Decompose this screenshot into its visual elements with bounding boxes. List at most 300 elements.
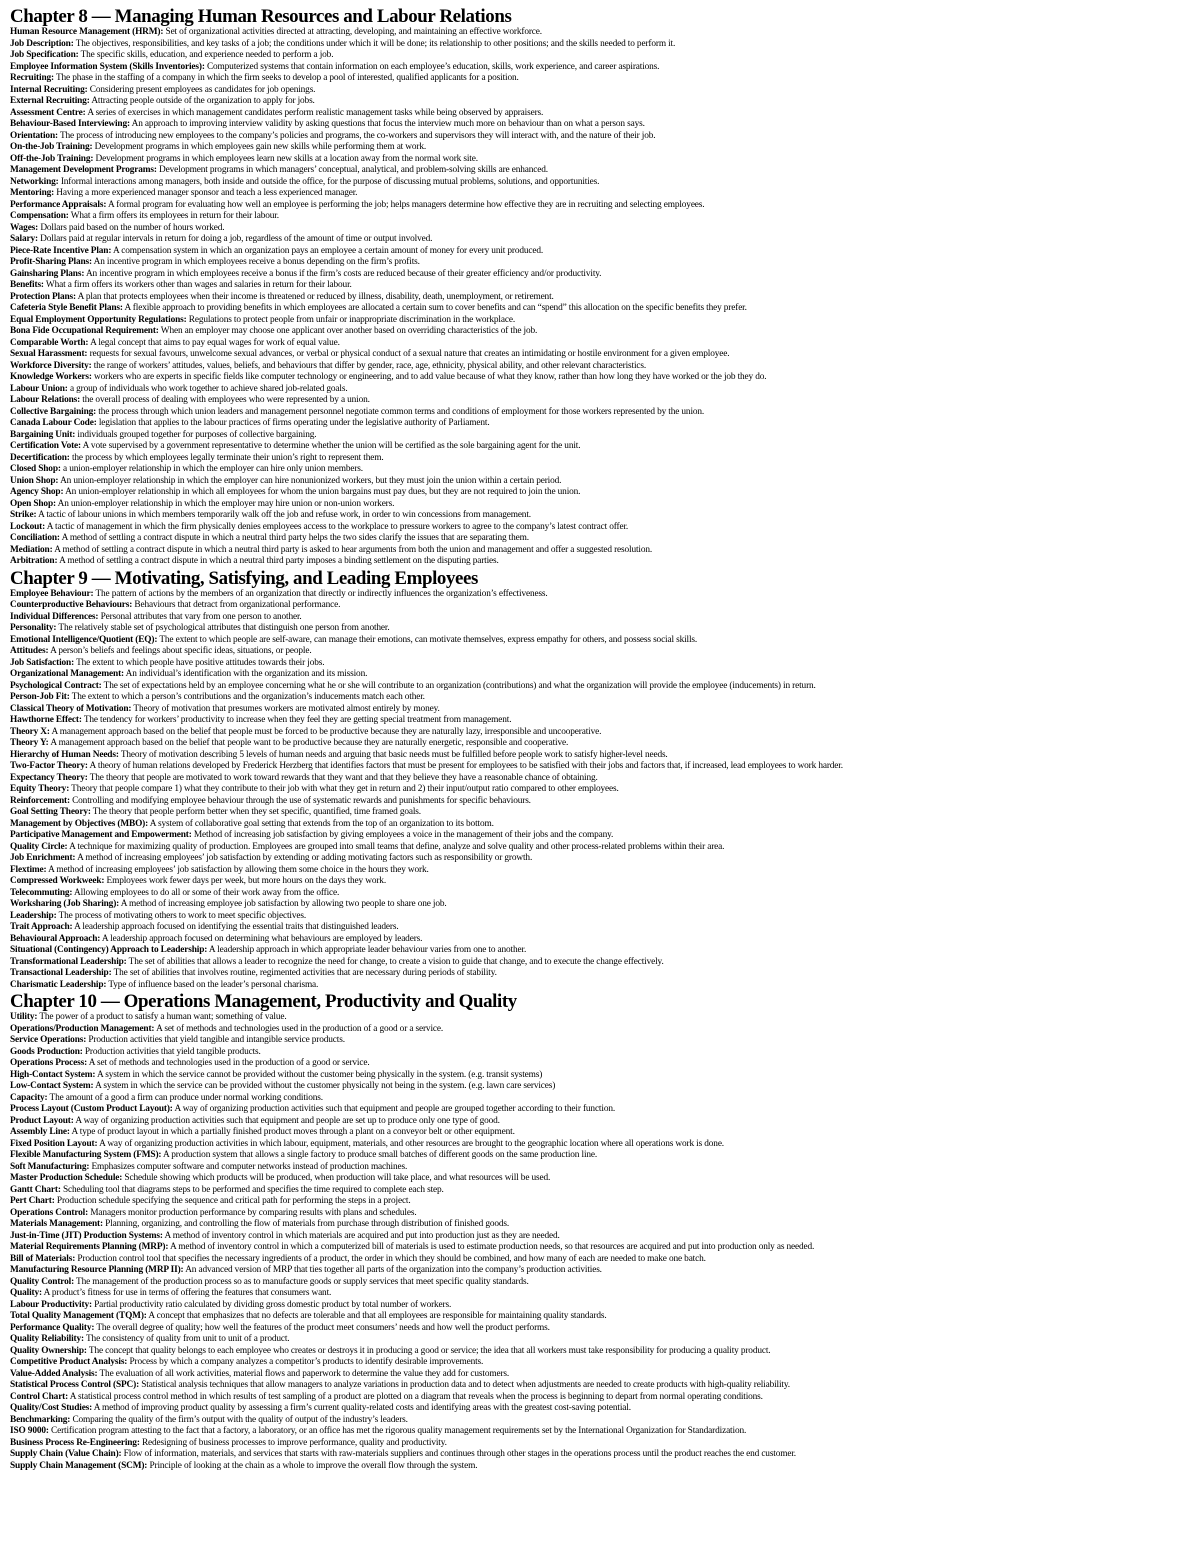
glossary-entry [10, 646, 1192, 658]
glossary-definition: A plan that protects employees when their income is threatened or reduced by illness, disability, death, unemployment, or retirement. [77, 291, 554, 302]
glossary-entry [10, 1024, 1192, 1036]
glossary-entry [10, 234, 1192, 246]
glossary-definition: The theory that people perform better when they set specific, quantified, time framed goals. [92, 807, 421, 817]
glossary-term: Job Satisfaction: [10, 657, 75, 668]
glossary-entry [10, 623, 1192, 635]
glossary-entry [10, 372, 1192, 384]
glossary-definition: A set of methods and technologies used in the production of a good or a service. [156, 1023, 444, 1034]
glossary-definition: An union-employer relationship in which the employer may hire union or non-union workers. [57, 498, 395, 509]
glossary-term: Value-Added Analysis: [10, 1368, 98, 1379]
glossary-definition: A system of collaborative goal setting that extends from the top of an organization to its bottom. [149, 818, 494, 829]
glossary-term: Theory X: [10, 726, 50, 737]
glossary-term: Behaviour-Based Interviewing: [10, 119, 130, 129]
glossary-entry [10, 980, 1192, 992]
glossary-term: Salary: [10, 234, 38, 244]
glossary-term: Two-Factor Theory: [10, 761, 88, 771]
glossary-entry [10, 1047, 1192, 1059]
glossary-definition: a union-employer relationship in which the employer can hire only union members. [63, 464, 363, 474]
glossary-term: Individual Differences: [10, 611, 99, 622]
glossary-term: Bill of Materials: [10, 1253, 76, 1264]
glossary-entry [10, 361, 1192, 373]
glossary-definition: The tendency for workers’ productivity to increase when they feel they are getting special treatment from management. [83, 715, 512, 725]
glossary-definition: An approach to improving interview validity by asking questions that focus the interview much more on behaviour than on what a person says. [131, 119, 645, 129]
glossary-definition: Principle of looking at the chain as a whole to improve the overall flow through the system. [149, 1460, 478, 1471]
glossary-term: Counterproductive Behaviours: [10, 600, 133, 610]
glossary-entry [10, 62, 1192, 74]
glossary-definition: Dollars paid based on the number of hours worked. [40, 222, 225, 233]
glossary-definition: A vote supervised by a government representative to determine whether the union will be certified as the sole bargaining agent for the unit. [82, 441, 581, 451]
glossary-entry [10, 1300, 1192, 1312]
glossary-entry [10, 830, 1192, 842]
glossary-term: Employee Information System (Skills Inventories): [10, 61, 205, 72]
glossary-definition: the overall process of dealing with employees who were represented by a union. [82, 395, 370, 405]
glossary-term: Operations Process: [10, 1058, 88, 1068]
glossary-entry [10, 395, 1192, 407]
glossary-entry [10, 96, 1192, 108]
glossary-term: Benefits: [10, 280, 44, 290]
glossary-term: Pert Chart: [10, 1196, 55, 1206]
glossary-definition: A system in which the service cannot be provided without the customer being physically in the system. (e.g. transit systems) [97, 1069, 543, 1080]
glossary-definition: A method of settling a contract dispute in which a neutral third party helps the two sides clarify the issues that are separating them. [61, 533, 529, 543]
glossary-definition: requests for sexual favours, unwelcome sexual advances, or verbal or physical conduct of a sexual nature that creates an intimidating or hostile environment for a given employee. [89, 349, 730, 359]
glossary-term: Labour Productivity: [10, 1299, 92, 1310]
glossary-definition: The relatively stable set of psychological attributes that distinguish one person from another. [58, 623, 390, 633]
glossary-entry [10, 1058, 1192, 1070]
glossary-term: Decertification: [10, 452, 70, 463]
glossary-term: Sexual Harassment: [10, 349, 88, 359]
glossary-entry [10, 487, 1192, 499]
glossary-entry [10, 922, 1192, 934]
glossary-definition: The process of motivating others to work to meet specific objectives. [58, 910, 307, 921]
glossary-term: Telecommuting: [10, 887, 73, 898]
glossary-definition: Considering present employees as candidates for job openings. [89, 84, 316, 95]
glossary-entry [10, 349, 1192, 361]
glossary-entry [10, 957, 1192, 969]
glossary-definition: Computerized systems that contain information on each employee’s education, skills, work experience, and career aspirations. [206, 61, 660, 72]
glossary-term: Canada Labour Code: [10, 418, 97, 428]
chapter-section [10, 568, 1198, 992]
glossary-term: Off-the-Job Training: [10, 153, 94, 164]
glossary-definition: The set of abilities that allows a leader to recognize the need for change, to create a vision to guide that change, and to execute the change effectively. [128, 956, 664, 967]
glossary-term: Classical Theory of Motivation: [10, 703, 132, 714]
glossary-term: Mentoring: [10, 188, 55, 198]
glossary-entry [10, 73, 1192, 85]
glossary-entry [10, 1070, 1192, 1082]
glossary-definition: Emphasizes computer software and computer networks instead of production machines. [91, 1161, 408, 1172]
glossary-definition: A statistical process control method in which results of test sampling of a product are plotted on a diagram that reveals when the process is beginning to depart from normal operating conditions. [69, 1391, 763, 1402]
glossary-entry [10, 165, 1192, 177]
glossary-definition: Scheduling tool that diagrams steps to be performed and specifies the time required to complete each step. [62, 1184, 444, 1195]
glossary-entry [10, 556, 1192, 568]
glossary-definition: Managers monitor production performance by comparing results with plans and schedules. [90, 1207, 417, 1218]
glossary-term: Fixed Position Layout: [10, 1138, 98, 1149]
glossary-term: Union Shop: [10, 475, 59, 486]
glossary-entry [10, 692, 1192, 704]
glossary-definition: Method of increasing job satisfaction by giving employees a voice in the management of their jobs and the company. [193, 830, 614, 840]
glossary-term: Materials Management: [10, 1219, 103, 1229]
glossary-term: High-Contact System: [10, 1069, 96, 1080]
glossary-term: Job Description: [10, 38, 74, 49]
glossary-term: Charismatic Leadership: [10, 979, 107, 990]
glossary-term: Hierarchy of Human Needs: [10, 749, 119, 760]
glossary-term: Quality Ownership: [10, 1345, 87, 1356]
glossary-entry [10, 1185, 1192, 1197]
glossary-entry [10, 499, 1192, 511]
glossary-entry [10, 522, 1192, 534]
glossary-definition: An union-employer relationship in which the employer can hire nonunionized workers, but they must join the union within a certain period. [60, 475, 562, 486]
glossary-definition: the process by which employees legally terminate their union’s right to represent them. [71, 452, 384, 463]
glossary-entry [10, 510, 1192, 522]
glossary-definition: A tactic of management in which the firm physically denies employees access to the workplace to pressure workers to agree to the company’s latest contract offer. [46, 521, 629, 532]
glossary-definition: The management of the production process so as to manufacture goods or supply services that meet specific quality standards. [76, 1276, 529, 1287]
glossary-entry [10, 819, 1192, 831]
glossary-term: Operations/Production Management: [10, 1023, 155, 1034]
glossary-entry [10, 876, 1192, 888]
glossary-entry [10, 1415, 1192, 1427]
glossary-definition: A way of organizing production activities in which labour, equipment, materials, and other resources are brought to the geographic location where all operations work is done. [99, 1138, 724, 1149]
glossary-definition: individuals grouped together for purposes of collective bargaining. [77, 429, 317, 440]
glossary-definition: The extent to which people have positive attitudes towards their jobs. [76, 657, 325, 668]
glossary-entry [10, 315, 1192, 327]
glossary-definition: A flexible approach to providing benefits in which employees are allocated a certain sum to cover benefits and can “spend” this allocation on the specific benefits they prefer. [124, 303, 747, 313]
glossary-definition: A management approach based on the belief that people must be forced to be productive because they are naturally lazy, irresponsible and uncooperative. [51, 726, 602, 737]
chapter-title: Chapter 9 — Motivating, Satisfying, and Leading Employees [10, 567, 478, 589]
glossary-entry [10, 704, 1192, 716]
glossary-definition: A method of inventory control in which materials are acquired and put into production just as they are needed. [164, 1230, 560, 1241]
glossary-entry [10, 326, 1192, 338]
glossary-term: Flextime: [10, 864, 47, 875]
glossary-definition: A method of settling a contract dispute in which a neutral third party imposes a binding settlement on the disputing parties. [59, 556, 499, 566]
glossary-term: Certification Vote: [10, 441, 81, 451]
glossary-term: Orientation: [10, 130, 58, 141]
glossary-entry [10, 154, 1192, 166]
glossary-definition: A leadership approach in which appropriate leader behaviour varies from one to another. [208, 945, 527, 955]
glossary-entry [10, 384, 1192, 396]
glossary-definition: A tactic of labour unions in which members temporarily walk off the job and refuse work, in order to win concessions from management. [38, 510, 531, 520]
glossary-entry [10, 1081, 1192, 1093]
glossary-entry [10, 600, 1192, 612]
glossary-definition: Personal attributes that vary from one person to another. [100, 611, 302, 622]
glossary-entry [10, 188, 1192, 200]
glossary-term: Gantt Chart: [10, 1184, 61, 1195]
glossary-definition: Regulations to protect people from unfair or inappropriate discrimination in the workplace. [188, 314, 516, 325]
glossary-entry [10, 1254, 1192, 1266]
glossary-term: Person-Job Fit: [10, 692, 70, 702]
glossary-term: Goal Setting Theory: [10, 807, 91, 817]
glossary-term: Bargaining Unit: [10, 429, 76, 440]
glossary-term: Transactional Leadership: [10, 968, 112, 978]
glossary-term: Recruiting: [10, 73, 54, 83]
glossary-entry [10, 761, 1192, 773]
glossary-definition: The evaluation of all work activities, material flows and paperwork to determine the value they add for customers. [99, 1368, 510, 1379]
glossary-term: Goods Production: [10, 1046, 83, 1057]
glossary-term: Emotional Intelligence/Quotient (EQ): [10, 634, 158, 645]
glossary-entry [10, 773, 1192, 785]
glossary-definition: An incentive program in which employees receive a bonus depending on the firm’s profits. [93, 257, 420, 267]
glossary-entry [10, 27, 1192, 39]
glossary-term: Labour Union: [10, 383, 68, 394]
glossary-term: ISO 9000: [10, 1426, 49, 1436]
glossary-term: Manufacturing Resource Planning (MRP II): [10, 1265, 184, 1275]
glossary-entry [10, 39, 1192, 51]
glossary-entry [10, 177, 1192, 189]
glossary-entry [10, 865, 1192, 877]
glossary-definition: The set of abilities that involves routine, regimented activities that are necessary during periods of stability. [113, 968, 497, 978]
glossary-entry [10, 899, 1192, 911]
glossary-definition: A production system that allows a single factory to produce small batches of different goods on the same production line. [163, 1150, 598, 1160]
glossary-definition: A leadership approach focused on identifying the essential traits that distinguished leaders. [74, 922, 399, 932]
glossary-definition: Production activities that yield tangible and intangible service products. [88, 1035, 345, 1045]
glossary-definition: Having a more experienced manager sponsor and teach a less experienced manager. [56, 188, 358, 198]
glossary-term: Benchmarking: [10, 1414, 71, 1425]
glossary-definition: a group of individuals who work together to achieve shared job-related goals. [69, 383, 348, 394]
glossary-term: Job Specification: [10, 50, 79, 60]
glossary-term: Assembly Line: [10, 1127, 70, 1137]
glossary-entry [10, 545, 1192, 557]
glossary-definition: A way of organizing production activities such that equipment and people are grouped together according to their function. [174, 1104, 616, 1114]
glossary-entry [10, 211, 1192, 223]
glossary-definition: Informal interactions among managers, both inside and outside the office, for the purpose of discussing mutual problems, solutions, and opportunities. [60, 176, 600, 187]
glossary-entry [10, 1127, 1192, 1139]
glossary-entry [10, 533, 1192, 545]
glossary-definition: The power of a product to satisfy a human want; something of value. [39, 1012, 287, 1022]
glossary-term: Strike: [10, 510, 37, 520]
glossary-entry [10, 1449, 1192, 1461]
glossary-definition: A method of increasing employees’ job satisfaction by allowing them some choice in the hours they work. [48, 864, 429, 875]
glossary-entry [10, 1288, 1192, 1300]
glossary-definition: Production activities that yield tangible products. [84, 1046, 261, 1057]
glossary-term: Conciliation: [10, 533, 60, 543]
glossary-term: External Recruiting: [10, 96, 90, 106]
glossary-term: Protection Plans: [10, 291, 76, 302]
glossary-term: Competitive Product Analysis: [10, 1357, 128, 1367]
glossary-entry [10, 727, 1192, 739]
glossary-entry [10, 50, 1192, 62]
glossary-entry [10, 464, 1192, 476]
glossary-definition: Development programs in which employees gain new skills while performing them at work. [94, 142, 427, 152]
glossary-term: Theory Y: [10, 738, 49, 748]
glossary-definition: the process through which union leaders and management personnel negotiate common terms and conditions of employment for those workers represented by the union. [98, 406, 705, 417]
glossary-term: Mediation: [10, 544, 53, 555]
glossary-term: Workforce Diversity: [10, 360, 92, 371]
glossary-term: Performance Appraisals: [10, 199, 107, 210]
glossary-definition: Type of influence based on the leader’s personal charisma. [108, 979, 319, 990]
glossary-term: Collective Bargaining: [10, 406, 97, 417]
glossary-entry [10, 292, 1192, 304]
glossary-definition: An union-employer relationship in which all employees for whom the union bargains must pay dues, but they are not required to join the union. [65, 487, 581, 497]
glossary-definition: A method of settling a contract dispute in which a neutral third party is asked to hear arguments from both the union and management and offer a suggested resolution. [54, 544, 653, 555]
glossary-term: Hawthorne Effect: [10, 715, 82, 725]
glossary-definition: Development programs in which employees learn new skills at a location away from the normal work site. [95, 153, 478, 164]
glossary-term: On-the-Job Training: [10, 142, 93, 152]
glossary-entry [10, 1380, 1192, 1392]
glossary-definition: What a firm offers its workers other than wages and salaries in return for their labour. [45, 280, 352, 290]
glossary-entry [10, 1392, 1192, 1404]
glossary-definition: The specific skills, education, and experience needed to perform a job. [80, 50, 334, 60]
glossary-entry [10, 1277, 1192, 1289]
glossary-term: Internal Recruiting: [10, 84, 88, 95]
glossary-term: Employee Behaviour: [10, 588, 94, 599]
glossary-term: Leadership: [10, 910, 57, 921]
glossary-term: Attitudes: [10, 646, 49, 656]
glossary-term: Gainsharing Plans: [10, 268, 85, 279]
glossary-entry [10, 200, 1192, 212]
glossary-term: Capacity: [10, 1092, 48, 1103]
glossary-term: Labour Relations: [10, 395, 81, 405]
glossary-term: Material Requirements Planning (MRP): [10, 1242, 169, 1252]
glossary-term: Process Layout (Custom Product Layout): [10, 1104, 173, 1114]
glossary-entry [10, 1093, 1192, 1105]
glossary-term: Compressed Workweek: [10, 876, 105, 886]
glossary-definition: The extent to which people are self-aware, can manage their emotions, can motivate themselves, express empathy for others, and possess social skills. [159, 634, 698, 645]
chapter-title: Chapter 10 — Operations Management, Productivity and Quality [10, 991, 517, 1012]
glossary-entry [10, 108, 1192, 120]
glossary-definition: When an employer may choose one applicant over another based on overriding characteristics of the job. [160, 326, 538, 336]
glossary-definition: A method of increasing employees’ job satisfaction by extending or adding motivating factors such as responsibility or growth. [77, 853, 533, 863]
glossary-term: Equal Employment Opportunity Regulations: [10, 314, 187, 325]
glossary-definition: Allowing employees to do all or some of their work away from the office. [74, 887, 340, 898]
glossary-definition: Production control tool that specifies the necessary ingredients of a product, the order in which they should be combined, and how many of each are needed to make one batch. [77, 1253, 706, 1264]
glossary-term: Quality Control: [10, 1276, 75, 1287]
glossary-definition: Planning, organizing, and controlling the flow of materials from purchase through distribution of finished goods. [105, 1219, 510, 1229]
glossary-document [10, 6, 1198, 1472]
glossary-definition: Behaviours that detract from organizational performance. [134, 600, 341, 610]
glossary-entry [10, 1231, 1192, 1243]
glossary-definition: Theory that people compare 1) what they contribute to their job with what they get in return and 2) their input/output ratio compared to other employees. [71, 784, 619, 794]
glossary-entry [10, 131, 1192, 143]
glossary-entry [10, 589, 1192, 601]
glossary-definition: The overall degree of quality; how well the features of the product meet consumers’ needs and how well the product performs. [96, 1322, 550, 1333]
chapter-title: Chapter 8 — Managing Human Resources and Labour Relations [10, 6, 512, 27]
glossary-entry [10, 119, 1192, 131]
glossary-term: Quality: [10, 1288, 42, 1298]
glossary-entry [10, 1116, 1192, 1128]
glossary-term: Quality/Cost Studies: [10, 1403, 93, 1413]
glossary-definition: The objectives, responsibilities, and key tasks of a job; the conditions under which it will be done; its relationship to other positions; and the skills needed to perform it. [75, 38, 676, 49]
glossary-entry [10, 1242, 1192, 1254]
glossary-term: Low-Contact System: [10, 1081, 94, 1091]
glossary-entry [10, 1403, 1192, 1415]
glossary-entry [10, 612, 1192, 624]
glossary-entry [10, 430, 1192, 442]
glossary-definition: A technique for maximizing quality of production. Employees are grouped into small teams that define, analyze and solve quality and other process-related problems within their area. [69, 841, 725, 852]
glossary-definition: Production schedule specifying the sequence and critical path for performing the steps in a project. [56, 1196, 411, 1206]
glossary-definition: Theory of motivation that presumes workers are motivated almost entirely by money. [133, 703, 440, 714]
glossary-definition: Comparing the quality of the firm’s output with the quality of output of the industry’s leaders. [72, 1414, 408, 1425]
glossary-definition: A set of methods and technologies used in the production of a good or service. [88, 1058, 370, 1068]
glossary-term: Closed Shop: [10, 464, 61, 474]
glossary-term: Profit-Sharing Plans: [10, 257, 92, 267]
glossary-entry [10, 1346, 1192, 1358]
glossary-entry [10, 142, 1192, 154]
glossary-definition: A way of organizing production activities such that equipment and people are set up to produce only one type of good. [75, 1115, 500, 1126]
glossary-definition: workers who are experts in specific fields like computer technology or engineering, and to add value because of what they know, rather than how long they have worked or the job they do. [94, 372, 767, 382]
glossary-term: Situational (Contingency) Approach to Leadership: [10, 945, 208, 955]
glossary-term: Participative Management and Empowerment: [10, 830, 192, 840]
glossary-definition: Process by which a company analyzes a competitor’s products to identify desirable improvements. [129, 1357, 484, 1367]
glossary-definition: A type of product layout in which a partially finished product moves through a plant on a conveyor belt or other equipment. [71, 1127, 515, 1137]
glossary-definition: The pattern of actions by the members of an organization that directly or indirectly influences the organization’s effectiveness. [95, 588, 548, 599]
glossary-term: Business Process Re-Engineering: [10, 1437, 140, 1448]
glossary-term: Open Shop: [10, 498, 56, 509]
glossary-definition: The consistency of quality from unit to unit of a product. [86, 1334, 290, 1344]
glossary-entry [10, 784, 1192, 796]
glossary-definition: The amount of a good a firm can produce under normal working conditions. [49, 1092, 323, 1103]
glossary-entry [10, 257, 1192, 269]
glossary-entry [10, 303, 1192, 315]
glossary-definition: Controlling and modifying employee behaviour through the use of systematic rewards and punishments for specific behaviours. [72, 795, 531, 806]
glossary-term: Assessment Centre: [10, 107, 86, 118]
glossary-definition: Theory of motivation describing 5 levels of human needs and arguing that basic needs must be fulfilled before people work to satisfy higher-level needs. [120, 749, 668, 760]
glossary-definition: the range of workers’ attitudes, values, beliefs, and behaviours that differ by gender, race, age, ethnicity, physical ability, and other relevant characteristics. [93, 360, 647, 371]
glossary-term: Bona Fide Occupational Requirement: [10, 326, 159, 336]
glossary-entry [10, 1162, 1192, 1174]
glossary-definition: Attracting people outside of the organization to apply for jobs. [91, 96, 315, 106]
glossary-definition: A leadership approach focused on determining what behaviours are employed by leaders. [101, 933, 423, 944]
glossary-term: Equity Theory: [10, 784, 70, 794]
glossary-definition: An advanced version of MRP that ties together all parts of the organization into the company’s production activities. [185, 1265, 602, 1275]
glossary-entry [10, 1196, 1192, 1208]
glossary-definition: The phase in the staffing of a company in which the firm seeks to develop a pool of interested, qualified applicants for a position. [55, 73, 519, 83]
glossary-definition: The extent to which a person’s contributions and the organization’s inducements match each other. [71, 692, 425, 702]
glossary-term: Arbitration: [10, 556, 58, 566]
glossary-entry [10, 1334, 1192, 1346]
glossary-entry [10, 1208, 1192, 1220]
glossary-term: Wages: [10, 222, 39, 233]
glossary-definition: A system in which the service can be provided without the customer physically not being in the system. (e.g. lawn care services) [95, 1081, 556, 1091]
glossary-definition: The theory that people are motivated to work toward rewards that they want and that they believe they have a reasonable chance of obtaining. [89, 772, 598, 783]
glossary-entry [10, 246, 1192, 258]
glossary-entry [10, 1035, 1192, 1047]
glossary-definition: Employees work fewer days per week, but more hours on the days they work. [106, 876, 387, 886]
glossary-term: Expectancy Theory: [10, 772, 88, 783]
glossary-definition: A method of inventory control in which a computerized bill of materials is used to estimate production needs, so that resources are acquired and put into production only as needed. [169, 1242, 815, 1252]
glossary-definition: The set of expectations held by an employee concerning what he or she will contribute to an organization (contributions) and what the organization will provide the employee (inducements) in return. [103, 680, 816, 691]
glossary-definition: A person’s beliefs and feelings about specific ideas, situations, or people. [50, 646, 312, 656]
glossary-term: Quality Reliability: [10, 1334, 84, 1344]
glossary-term: Product Layout: [10, 1115, 74, 1126]
glossary-term: Quality Circle: [10, 841, 68, 852]
glossary-entry [10, 1012, 1192, 1024]
glossary-entry [10, 796, 1192, 808]
glossary-entry [10, 476, 1192, 488]
glossary-term: Cafeteria Style Benefit Plans: [10, 303, 123, 313]
glossary-entry [10, 1139, 1192, 1151]
glossary-entry [10, 280, 1192, 292]
glossary-definition: A series of exercises in which management candidates perform realistic management tasks while being observed by appraisers. [87, 107, 544, 118]
glossary-term: Total Quality Management (TQM): [10, 1311, 147, 1321]
glossary-term: Job Enrichment: [10, 853, 76, 863]
glossary-term: Transformational Leadership: [10, 956, 127, 967]
glossary-term: Performance Quality: [10, 1322, 95, 1333]
glossary-entry [10, 418, 1192, 430]
glossary-term: Supply Chain Management (SCM): [10, 1460, 148, 1471]
glossary-term: Reinforcement: [10, 795, 70, 806]
glossary-entry [10, 1357, 1192, 1369]
glossary-term: Human Resource Management (HRM): [10, 27, 164, 37]
glossary-entry [10, 453, 1192, 465]
chapter-section [10, 6, 1198, 568]
glossary-entry [10, 968, 1192, 980]
glossary-entry [10, 1265, 1192, 1277]
glossary-entry [10, 407, 1192, 419]
glossary-term: Soft Manufacturing: [10, 1161, 90, 1172]
glossary-definition: A method of improving product quality by assessing a firm’s current quality-related costs and identifying areas with the greatest cost-saving potential. [93, 1403, 631, 1413]
glossary-term: Supply Chain (Value Chain): [10, 1449, 122, 1459]
glossary-entry [10, 669, 1192, 681]
chapter-section [10, 991, 1198, 1472]
glossary-definition: Set of organizational activities directed at attracting, developing, and maintaining an effective workforce. [165, 27, 542, 37]
